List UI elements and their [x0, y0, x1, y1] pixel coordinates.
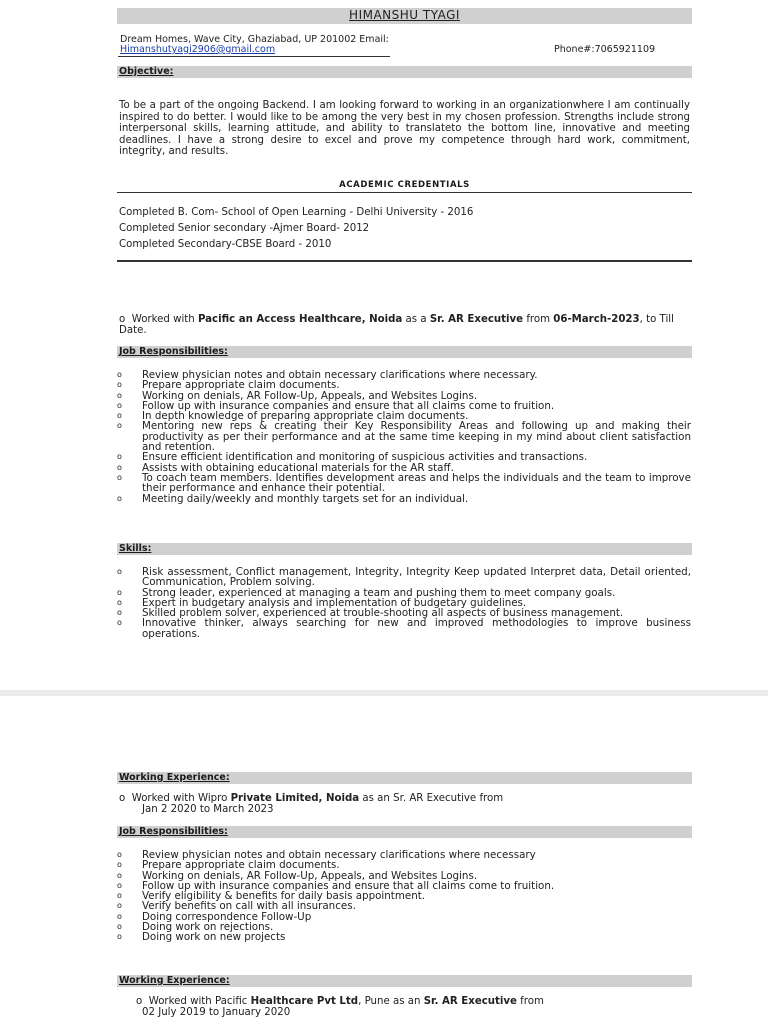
job-responsibilities-heading: Job Responsibilities: — [117, 346, 692, 358]
list-item-text: Review physician notes and obtain necessary clarifications where necessary — [142, 849, 536, 861]
bullet: o — [117, 922, 122, 932]
objective-heading: Objective: — [117, 66, 692, 78]
bullet: o — [119, 793, 126, 804]
working-experience-heading: Working Experience: — [117, 975, 692, 987]
bullet: o — [117, 587, 122, 597]
job-prefix: Worked with Wipro — [131, 793, 231, 804]
bullet: o — [117, 901, 122, 911]
list-item-text: Doing correspondence Follow-Up — [142, 910, 312, 923]
bullet: o — [117, 597, 122, 607]
job-suffix: , to Till Date. — [119, 314, 674, 336]
list-item-text: Risk assessment, Conflict management, Integrity, Integrity Keep updated Interpret data, Detail oriented, Communication, Problem solving. — [142, 566, 691, 589]
bullet: o — [117, 493, 122, 503]
list-item-text: In depth knowledge of preparing appropriate claim documents. — [142, 410, 469, 423]
academic-item: Completed B. Com- School of Open Learning - Delhi University - 2016 — [119, 207, 474, 218]
bullet: o — [117, 932, 122, 942]
job-mid: as a — [402, 314, 430, 325]
list-item — [117, 567, 691, 588]
bullet: o — [117, 462, 122, 472]
list-item-text: Prepare appropriate claim documents. — [142, 859, 340, 872]
bullet: o — [117, 452, 122, 462]
list-item-text: Strong leader, experienced at managing a team and pushing them to meet company goals. — [142, 586, 616, 599]
working-experience-heading: Working Experience: — [117, 772, 692, 784]
bullet: o — [136, 996, 143, 1007]
list-item — [117, 421, 691, 452]
job-company: Healthcare Pvt Ltd — [250, 996, 359, 1007]
list-item-text: Expert in budgetary analysis and implementation of budgetary guidelines. — [142, 596, 527, 609]
academic-bottom-rule — [117, 260, 692, 262]
academic-item: Completed Senior secondary -Ajmer Board- 2012 — [119, 223, 370, 234]
list-item — [117, 494, 691, 504]
bullet: o — [117, 390, 122, 400]
list-item-text: Follow up with insurance companies and ensure that all claims come to fruition. — [142, 399, 555, 412]
list-item-text: Doing work on new projects — [142, 931, 286, 944]
email-link[interactable]: Himanshutyagi2906@gmail.com — [120, 44, 276, 55]
bullet: o — [117, 880, 122, 890]
bullet: o — [117, 421, 122, 431]
job-responsibilities-list — [117, 370, 691, 504]
bullet: o — [119, 314, 126, 325]
list-item-text: Skilled problem solver, experienced at trouble-shooting all aspects of business management. — [142, 607, 624, 620]
job-mid: , Pune as an — [358, 996, 424, 1007]
list-item — [117, 932, 691, 942]
job-from: from — [523, 314, 554, 325]
job-role: Sr. AR Executive — [429, 314, 524, 325]
email-divider — [118, 56, 390, 57]
bullet: o — [117, 472, 122, 482]
job-dates: 02 July 2019 to January 2020 — [142, 1006, 291, 1018]
job-dates: Jan 2 2020 to March 2023 — [142, 803, 274, 815]
list-item-text: Verify benefits on call with all insurances. — [142, 900, 356, 913]
list-item-text: Assists with obtaining educational materials for the AR staff. — [142, 461, 454, 474]
list-item-text: Innovative thinker, always searching for new and improved methodologies to improve business operations. — [142, 617, 691, 640]
bullet: o — [117, 618, 122, 628]
list-item-text: Review physician notes and obtain necessary clarifications where necessary. — [142, 369, 538, 381]
bullet: o — [117, 870, 122, 880]
list-item — [117, 473, 691, 494]
bullet: o — [117, 608, 122, 618]
resume-page-2 — [0, 696, 768, 1024]
wipro-job-line — [119, 794, 689, 815]
list-item — [117, 618, 691, 639]
list-item-text: Mentoring new reps & creating their Key Responsibility Areas and following up and making their productivity as per their performance and at the same time keeping in my mind about client satisfaction and retention. — [142, 420, 691, 454]
bullet: o — [117, 411, 122, 421]
list-item-text: Working on denials, AR Follow-Up, Appeals, and Websites Logins. — [142, 389, 478, 402]
academic-heading: ACADEMIC CREDENTIALS — [339, 180, 470, 190]
phone-number: Phone#:7065921109 — [554, 44, 656, 55]
job-responsibilities-heading: Job Responsibilities: — [117, 826, 692, 838]
pacific-job-line — [136, 997, 706, 1018]
job-date: 06-March-2023 — [553, 314, 640, 325]
job-responsibilities-list — [117, 850, 691, 943]
job-prefix: Worked with Pacific — [148, 996, 251, 1007]
bullet: o — [117, 370, 122, 379]
candidate-name: HIMANSHU TYAGI — [117, 8, 692, 24]
list-item-text: Working on denials, AR Follow-Up, Appeals, and Websites Logins. — [142, 869, 478, 882]
job-suffix: from — [516, 996, 544, 1007]
job-suffix: as an Sr. AR Executive from — [359, 793, 504, 804]
address: Dream Homes, Wave City, Ghaziabad, UP 201002 Email: — [120, 34, 389, 45]
list-item-text: Prepare appropriate claim documents. — [142, 379, 340, 392]
bullet: o — [117, 860, 122, 870]
job-company: Pacific an Access Healthcare, Noida — [197, 314, 403, 325]
current-job-line — [119, 315, 689, 336]
academic-item: Completed Secondary-CBSE Board - 2010 — [119, 239, 332, 250]
bullet: o — [117, 380, 122, 390]
bullet: o — [117, 911, 122, 921]
bullet: o — [117, 850, 122, 859]
list-item-text: Ensure efficient identification and monitoring of suspicious activities and transactions. — [142, 451, 588, 464]
job-company: Private Limited, Noida — [230, 793, 360, 804]
objective-text: To be a part of the ongoing Backend. I am looking forward to working in an organizationwhere I am continually inspired to do better. I would like to be among the very best in my chosen profession. Strengths include strong interpersonal skills, learning attitude, and ability to translateto the bottom line, innovative and meeting deadlines. I have a strong desire to excel and prove my competence through hard work, commitment, integrity, and results. — [119, 100, 690, 158]
list-item-text: Follow up with insurance companies and ensure that all claims come to fruition. — [142, 879, 555, 892]
skills-list — [117, 567, 691, 639]
bullet: o — [117, 400, 122, 410]
academic-top-rule — [117, 192, 692, 193]
job-prefix: Worked with — [131, 314, 198, 325]
list-item-text: Verify eligibility & benefits for daily basis appointment. — [142, 890, 426, 903]
job-role: Sr. AR Executive — [423, 996, 517, 1007]
list-item-text: To coach team members. Identifies development areas and helps the individuals and the team to improve their performance and enhance their potential. — [142, 471, 691, 495]
bullet: o — [117, 891, 122, 901]
bullet: o — [117, 567, 122, 576]
skills-heading: Skills: — [117, 543, 692, 555]
list-item-text: Meeting daily/weekly and monthly targets set for an individual. — [142, 492, 469, 505]
list-item-text: Doing work on rejections. — [142, 921, 274, 934]
